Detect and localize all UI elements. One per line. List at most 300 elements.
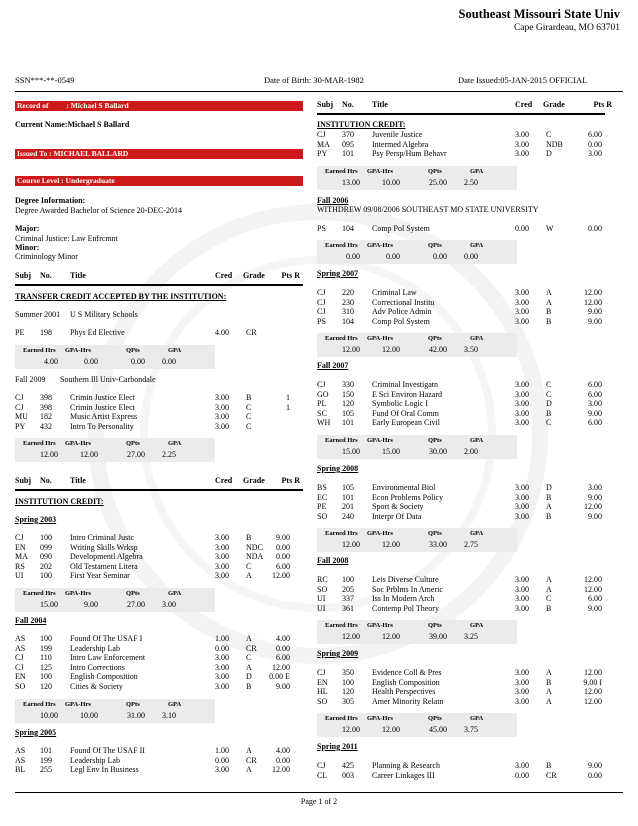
course-subj: CJ	[15, 662, 24, 672]
course-subj: PY	[317, 149, 328, 159]
summary-gpahrs-label: GPA-Hrs	[65, 347, 91, 354]
summary-gpahrs-label: GPA-Hrs	[367, 242, 393, 249]
issued-to: Issued To : MICHAEL BALLARD	[17, 149, 129, 158]
course-pts: 0.00	[588, 224, 602, 233]
col-title-header: Title	[70, 476, 86, 485]
summary-gpa: 2.25	[162, 450, 176, 459]
course-pts: 9.00	[276, 533, 290, 542]
summary-qpts-label: QPts	[428, 622, 442, 630]
course-pts: 6.00	[588, 418, 602, 428]
course-subj: UI	[317, 594, 326, 604]
summary-earned: 12.00	[342, 540, 360, 550]
course-grade: A	[546, 696, 552, 706]
degree-info-label: Degree Information:	[15, 196, 86, 205]
course-cred: 3.00	[515, 594, 529, 604]
course-subj: RC	[317, 575, 328, 584]
summary-qpts: 30.00	[429, 447, 447, 456]
summary-qpts-label: QPts	[126, 700, 140, 708]
course-pts: 12.00	[584, 502, 602, 512]
summary-earned: 15.00	[40, 600, 58, 609]
course-title: Iss In Modern Arch	[372, 594, 435, 604]
course-no: 198	[40, 328, 52, 337]
summary-gpa: 0.00	[464, 252, 478, 261]
course-no: 110	[40, 653, 52, 663]
course-cred: 3.00	[515, 502, 529, 512]
course-subj: UI	[317, 603, 326, 613]
course-pts: 12.00	[272, 662, 290, 672]
course-pts: 6.00	[588, 389, 602, 399]
course-grade: CR	[246, 328, 257, 337]
course-no: 199	[40, 643, 52, 653]
date-of-birth: Date of Birth: 30-MAR-1982	[264, 75, 364, 85]
summary-gpa: 2.00	[464, 447, 478, 456]
course-pts: 12.00	[584, 575, 602, 584]
course-grade: A	[546, 288, 552, 297]
current-name: Current Name:Michael S Ballard	[15, 120, 130, 129]
course-title: Juvenile Justice	[372, 130, 423, 139]
course-pts: 0.00	[276, 643, 290, 653]
transfer-term: Fall 2009	[15, 375, 46, 384]
course-no: 104	[342, 224, 354, 233]
summary-qpts: 0.00	[433, 252, 447, 261]
summary-qpts: 27.00	[127, 450, 145, 459]
summary-earned: 13.00	[342, 178, 360, 187]
section-rule	[15, 489, 303, 491]
course-grade: D	[546, 399, 552, 409]
course-title: Comp Pol System	[372, 316, 430, 326]
term-heading: Spring 2003	[15, 515, 57, 524]
course-no: 201	[342, 502, 354, 512]
course-grade: A	[246, 746, 252, 755]
course-cred: 3.00	[515, 696, 529, 706]
course-subj: RS	[15, 561, 25, 571]
course-subj: EN	[317, 677, 328, 687]
course-title: Interpr Of Data	[372, 511, 422, 521]
course-subj: CJ	[317, 130, 326, 139]
course-cred: 3.00	[515, 575, 529, 584]
course-cred: 3.00	[215, 421, 229, 431]
course-subj: EN	[15, 542, 26, 552]
summary-qpts: 31.00	[127, 710, 145, 720]
page-number: Page 1 of 2	[300, 797, 338, 806]
course-no: 425	[342, 761, 354, 770]
course-grade: B	[246, 682, 252, 691]
course-pts: 0.00 E	[269, 672, 290, 682]
course-title: Intro To Personality	[70, 421, 134, 431]
summary-qpts-label: QPts	[428, 437, 442, 444]
col-cred-header: Cred	[515, 100, 533, 109]
course-subj: CJ	[15, 653, 24, 663]
course-cred: 3.00	[515, 761, 529, 770]
course-title: English Composition	[70, 672, 138, 682]
summary-earned-label: Earned Hrs	[325, 622, 358, 630]
col-subj-header: Subj	[317, 100, 334, 109]
course-grade: A	[546, 502, 552, 512]
col-pts-header: Pts R	[281, 271, 300, 280]
course-subj: EN	[15, 672, 26, 682]
col-no-header: No.	[40, 271, 52, 280]
summary-earned: 12.00	[342, 632, 360, 642]
summary-qpts-label: QPts	[428, 168, 442, 175]
course-title: Leadership Lab	[70, 755, 120, 765]
course-level: Course Level : Undergraduate	[17, 176, 115, 185]
course-no: 101	[342, 418, 354, 428]
course-title: Leis Diverse Culture	[372, 575, 439, 584]
col-cred-header: Cred	[215, 476, 233, 485]
major: Criminal Justice: Law Enfrcmnt	[15, 234, 118, 243]
summary-qpts-label: QPts	[126, 440, 140, 447]
course-grade: C	[546, 389, 552, 399]
course-no: 120	[342, 399, 354, 409]
course-subj: CL	[317, 770, 328, 780]
summary-earned: 12.00	[342, 725, 360, 735]
course-grade: D	[546, 483, 552, 492]
course-grade: C	[246, 653, 252, 663]
course-title: Criminal Investigatn	[372, 380, 438, 389]
course-title: Developmentl Algebra	[70, 552, 143, 562]
course-grade: C	[546, 594, 552, 604]
summary-earned-label: Earned Hrs	[325, 530, 358, 538]
course-title: Environmental Biol	[372, 483, 436, 492]
summary-gpahrs-label: GPA-Hrs	[367, 437, 393, 444]
course-pts: 0.00	[276, 542, 290, 552]
course-cred: 3.00	[515, 408, 529, 418]
course-no: 305	[342, 696, 354, 706]
summary-earned: 12.00	[342, 345, 360, 355]
course-grade: A	[246, 571, 252, 581]
course-subj: CJ	[317, 668, 326, 677]
course-title: Evidence Coll & Pres	[372, 668, 442, 677]
course-subj: CJ	[317, 761, 326, 770]
course-subj: PY	[15, 421, 26, 431]
summary-gpahrs-label: GPA-Hrs	[367, 168, 393, 175]
course-pts: 9.00	[588, 761, 602, 770]
term-heading: Spring 2005	[15, 728, 57, 737]
course-subj: HL	[317, 687, 328, 697]
summary-gpa: 3.00	[162, 600, 176, 609]
transfer-school: U S Military Schools	[70, 310, 138, 319]
course-title: Old Testament Litera	[70, 561, 138, 571]
summary-qpts: 25.00	[429, 178, 447, 187]
summary-qpts: 27.00	[127, 600, 145, 609]
course-cred: 0.00	[215, 755, 229, 765]
course-title: Cities & Society	[70, 682, 123, 691]
course-grade: NDA	[246, 552, 264, 562]
course-title: Crimin Justice Elect	[70, 402, 135, 412]
course-grade: A	[546, 575, 552, 584]
course-subj: EC	[317, 492, 328, 502]
course-cred: 3.00	[515, 316, 529, 326]
course-cred: 3.00	[215, 542, 229, 552]
course-no: 095	[342, 139, 354, 149]
course-cred: 3.00	[515, 668, 529, 677]
course-cred: 3.00	[515, 139, 529, 149]
course-subj: MA	[317, 139, 330, 149]
summary-gpa-label: GPA	[470, 437, 484, 444]
summary-qpts: 33.00	[429, 540, 447, 550]
summary-earned-label: Earned Hrs	[325, 715, 358, 723]
course-cred: 1.00	[215, 746, 229, 755]
course-pts: 0.00	[276, 755, 290, 765]
col-pts-header: Pts R	[281, 476, 300, 485]
course-subj: AS	[15, 634, 26, 643]
course-cred: 3.00	[215, 533, 229, 542]
section-rule	[317, 113, 605, 115]
course-subj: SC	[317, 408, 327, 418]
summary-qpts: 0.00	[131, 357, 145, 366]
course-cred: 3.00	[515, 418, 529, 428]
course-no: 003	[342, 770, 354, 780]
course-no: 230	[342, 297, 354, 307]
summary-earned: 4.00	[44, 357, 58, 366]
course-no: 361	[342, 603, 354, 613]
summary-gpa: 0.00	[162, 357, 176, 366]
course-subj: PS	[317, 316, 326, 326]
course-no: 090	[40, 552, 52, 562]
col-grade-header: Grade	[243, 271, 265, 280]
course-title: Writing Skills Wrksp	[70, 542, 138, 552]
course-title: Intro Law Enforcement	[70, 653, 146, 663]
course-cred: 3.00	[515, 492, 529, 502]
course-grade: A	[546, 584, 552, 594]
course-no: 100	[342, 575, 354, 584]
course-pts: 9.00	[276, 682, 290, 691]
course-subj: BS	[317, 483, 327, 492]
course-grade: B	[546, 677, 552, 687]
section-rule	[15, 284, 303, 286]
course-no: 205	[342, 584, 354, 594]
course-grade: A	[246, 662, 252, 672]
course-pts: 9.00 I	[583, 677, 602, 687]
course-no: 330	[342, 380, 354, 389]
summary-gpa-label: GPA	[168, 440, 182, 447]
course-title: Career Linkages III	[372, 770, 435, 780]
summary-gpahrs-label: GPA-Hrs	[65, 440, 91, 447]
course-no: 104	[342, 316, 354, 326]
course-pts: 12.00	[584, 584, 602, 594]
course-cred: 3.00	[215, 402, 229, 412]
course-cred: 1.00	[215, 634, 229, 643]
course-subj: GO	[317, 389, 329, 399]
course-grade: A	[546, 297, 552, 307]
course-no: 310	[342, 307, 354, 317]
course-grade: CR	[546, 770, 557, 780]
course-grade: C	[246, 561, 252, 571]
course-no: 370	[342, 130, 354, 139]
summary-earned-label: Earned Hrs	[23, 440, 56, 447]
course-no: 100	[40, 634, 52, 643]
term-heading: Fall 2007	[317, 361, 349, 370]
summary-qpts-label: QPts	[428, 335, 442, 343]
course-title: Intro Criminal Justc	[70, 533, 134, 542]
course-cred: 0.00	[515, 224, 529, 233]
course-grade: C	[246, 421, 252, 431]
course-cred: 3.00	[215, 412, 229, 422]
course-pts: 6.00	[588, 380, 602, 389]
course-no: 432	[40, 421, 52, 431]
ssn: SSN***-**-0549	[15, 75, 75, 85]
course-subj: PS	[317, 224, 326, 233]
course-subj: PL	[317, 399, 327, 409]
course-subj: AS	[15, 643, 26, 653]
col-no-header: No.	[342, 100, 354, 109]
summary-earned-label: Earned Hrs	[325, 335, 358, 343]
term-heading: Spring 2008	[317, 464, 359, 473]
degree-awarded: Degree Awarded Bachelor of Science 20-DEC-2014	[15, 206, 182, 215]
course-cred: 3.00	[215, 561, 229, 571]
course-grade: C	[546, 418, 552, 428]
course-title: Music Artist Express	[70, 412, 138, 422]
course-no: 101	[342, 149, 354, 159]
course-cred: 3.00	[515, 307, 529, 317]
course-no: 100	[342, 677, 354, 687]
course-subj: PE	[317, 502, 327, 512]
course-title: Intro Corrections	[70, 662, 125, 672]
course-title: Intermed Algebra	[372, 139, 429, 149]
course-title: Legl Env In Business	[70, 765, 139, 775]
course-no: 101	[40, 746, 52, 755]
course-no: 105	[342, 483, 354, 492]
course-title: Found Of The USAF I	[70, 634, 143, 643]
school-city: Cape Girardeau, MO 63701	[513, 23, 620, 33]
course-no: 150	[342, 389, 354, 399]
summary-gpahrs: 9.00	[84, 600, 98, 609]
course-cred: 3.00	[515, 288, 529, 297]
course-no: 120	[342, 687, 354, 697]
summary-gpa-label: GPA	[470, 622, 484, 630]
course-subj: CJ	[15, 402, 24, 412]
course-cred: 0.00	[515, 770, 529, 780]
course-cred: 3.00	[215, 765, 229, 775]
course-no: 100	[40, 672, 52, 682]
course-cred: 3.00	[215, 672, 229, 682]
course-title: Econ Problems Policy	[372, 492, 444, 502]
course-cred: 3.00	[515, 149, 529, 159]
summary-gpahrs: 10.00	[80, 710, 98, 720]
transfer-heading: TRANSFER CREDIT ACCEPTED BY THE INSTITUTION:	[15, 292, 227, 301]
course-cred: 3.00	[215, 682, 229, 691]
col-pts-header: Pts R	[593, 100, 612, 109]
term-heading: Spring 2009	[317, 649, 359, 658]
summary-gpahrs: 12.00	[382, 345, 400, 355]
course-no: 099	[40, 542, 52, 552]
course-grade: B	[546, 603, 552, 613]
course-cred: 3.00	[515, 677, 529, 687]
course-no: 398	[40, 393, 52, 402]
course-title: Correctional Institu	[372, 297, 435, 307]
course-grade: CR	[246, 643, 257, 653]
course-pts: 4.00	[276, 634, 290, 643]
course-pts: 9.00	[588, 511, 602, 521]
course-grade: A	[546, 687, 552, 697]
course-pts: 12.00	[584, 687, 602, 697]
col-grade-header: Grade	[543, 100, 565, 109]
summary-qpts-label: QPts	[126, 347, 140, 354]
col-no-header: No.	[40, 476, 52, 485]
course-no: 199	[40, 755, 52, 765]
header-rule	[15, 91, 623, 92]
summary-gpahrs: 0.00	[84, 357, 98, 366]
course-no: 120	[40, 682, 52, 691]
col-title-header: Title	[372, 100, 388, 109]
course-title: Crimin Justice Elect	[70, 393, 135, 402]
course-title: English Composition	[372, 677, 440, 687]
summary-gpahrs: 12.00	[80, 450, 98, 459]
course-grade: W	[546, 224, 554, 233]
summary-gpa-label: GPA	[470, 530, 484, 538]
issued-to-bar	[15, 149, 303, 159]
course-title: Amer Minority Relatn	[372, 696, 444, 706]
course-title: Found Of The USAF II	[70, 746, 145, 755]
course-pts: 12.00	[584, 288, 602, 297]
course-no: 220	[342, 288, 354, 297]
course-subj: UI	[15, 571, 24, 581]
course-pts: 12.00	[272, 571, 290, 581]
course-pts: 3.00	[588, 399, 602, 409]
withdrawal-note: WITHDREW 09/08/2006 SOUTHEAST MO STATE UNIVERSITY	[317, 205, 539, 214]
course-grade: C	[246, 402, 252, 412]
course-grade: B	[246, 533, 252, 542]
course-cred: 0.00	[215, 643, 229, 653]
course-cred: 3.00	[515, 603, 529, 613]
course-pts: 9.00	[588, 316, 602, 326]
course-subj: SO	[317, 696, 328, 706]
course-pts: 9.00	[588, 603, 602, 613]
school-name: Southeast Missouri State Univ	[458, 7, 620, 21]
course-title: Comp Pol System	[372, 224, 430, 233]
course-pts: 3.00	[588, 483, 602, 492]
course-pts: 12.00	[272, 765, 290, 775]
course-title: Sport & Society	[372, 502, 424, 512]
course-grade: C	[546, 130, 552, 139]
course-subj: SO	[317, 584, 328, 594]
course-grade: A	[246, 765, 252, 775]
summary-gpahrs: 15.00	[382, 447, 400, 456]
course-title: Leadership Lab	[70, 643, 120, 653]
summary-earned: 15.00	[342, 447, 360, 456]
course-grade: B	[546, 492, 552, 502]
course-title: Health Perspectives	[372, 687, 436, 697]
course-pts: 1	[286, 393, 290, 402]
institution-heading: INSTITUTION CREDIT:	[317, 120, 406, 129]
summary-qpts-label: QPts	[428, 530, 442, 538]
course-pts: 12.00	[584, 696, 602, 706]
course-title: Contemp Pol Theory	[372, 603, 439, 613]
course-pts: 9.00	[588, 307, 602, 317]
course-no: 100	[40, 533, 52, 542]
course-subj: AS	[15, 755, 26, 765]
course-pts: 12.00	[584, 668, 602, 677]
course-pts: 6.00	[276, 561, 290, 571]
course-grade: B	[546, 511, 552, 521]
course-cred: 3.00	[215, 393, 229, 402]
summary-qpts: 42.00	[429, 345, 447, 355]
summary-qpts-label: QPts	[126, 590, 140, 597]
col-cred-header: Cred	[215, 271, 233, 280]
course-title: Early European Civil	[372, 418, 440, 428]
summary-qpts-label: QPts	[428, 242, 442, 249]
course-grade: B	[546, 316, 552, 326]
course-grade: B	[546, 761, 552, 770]
course-no: 398	[40, 402, 52, 412]
summary-gpa-label: GPA	[168, 590, 182, 597]
course-subj: MU	[15, 412, 28, 422]
transfer-school: Southern Ill Univ-Carbondale	[60, 375, 156, 384]
course-pts: 3.00	[588, 149, 602, 159]
course-pts: 0.00	[588, 770, 602, 780]
course-pts: 1	[286, 402, 290, 412]
summary-gpahrs-label: GPA-Hrs	[367, 715, 393, 723]
